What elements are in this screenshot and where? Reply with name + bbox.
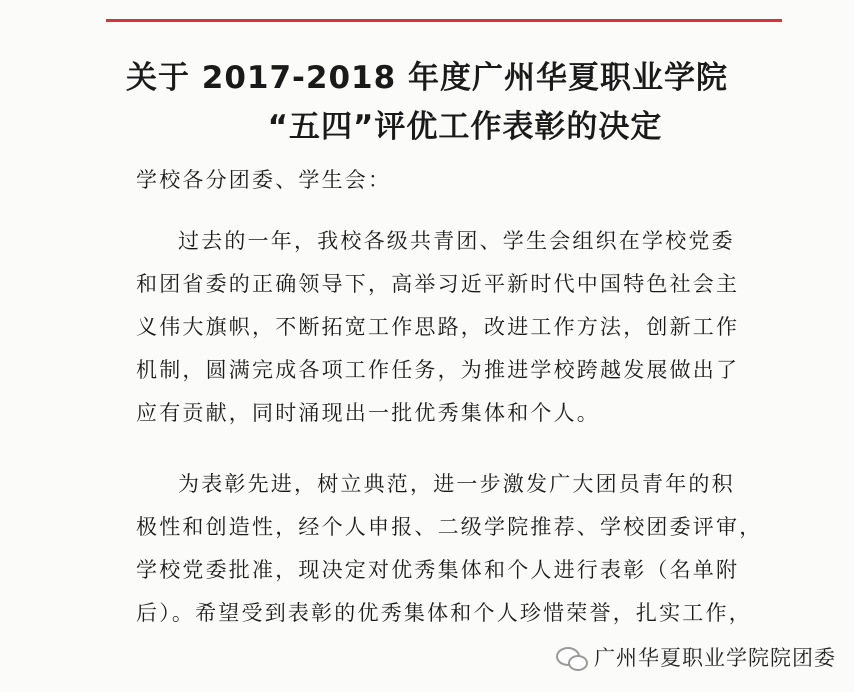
paragraph-line: 应有贡献，同时涌现出一批优秀集体和个人。 [136,401,600,425]
document-title-line-1: 关于 2017-2018 年度广州华夏职业学院 [125,60,728,96]
salutation: 学校各分团委、学生会： [136,168,392,192]
paragraph-line: 极性和创造性，经个人申报、二级学院推荐、学校团委评审， [136,515,763,539]
paragraph-line: 义伟大旗帜，不断拓宽工作思路，改进工作方法，创新工作 [136,315,740,339]
account-watermark [556,642,836,672]
paragraph-line: 过去的一年，我校各级共青团、学生会组织在学校党委 [178,229,735,253]
document-title-line-2: “五四”评优工作表彰的决定 [267,109,663,145]
paragraph-line: 机制，圆满完成各项工作任务，为推进学校跨越发展做出了 [136,358,740,382]
paragraph-line: 后）。希望受到表彰的优秀集体和个人珍惜荣誉，扎实工作， [136,601,752,625]
watermark-text: 广州华夏职业学院院团委 [594,646,836,670]
paragraph-line: 学校党委批准，现决定对优秀集体和个人进行表彰（名单附 [136,558,740,582]
paragraph-line: 为表彰先进，树立典范，进一步激发广大团员青年的积 [178,472,735,496]
wechat-icon [556,645,588,669]
red-header-rule [106,19,782,22]
paragraph-line: 和团省委的正确领导下，高举习近平新时代中国特色社会主 [136,272,740,296]
